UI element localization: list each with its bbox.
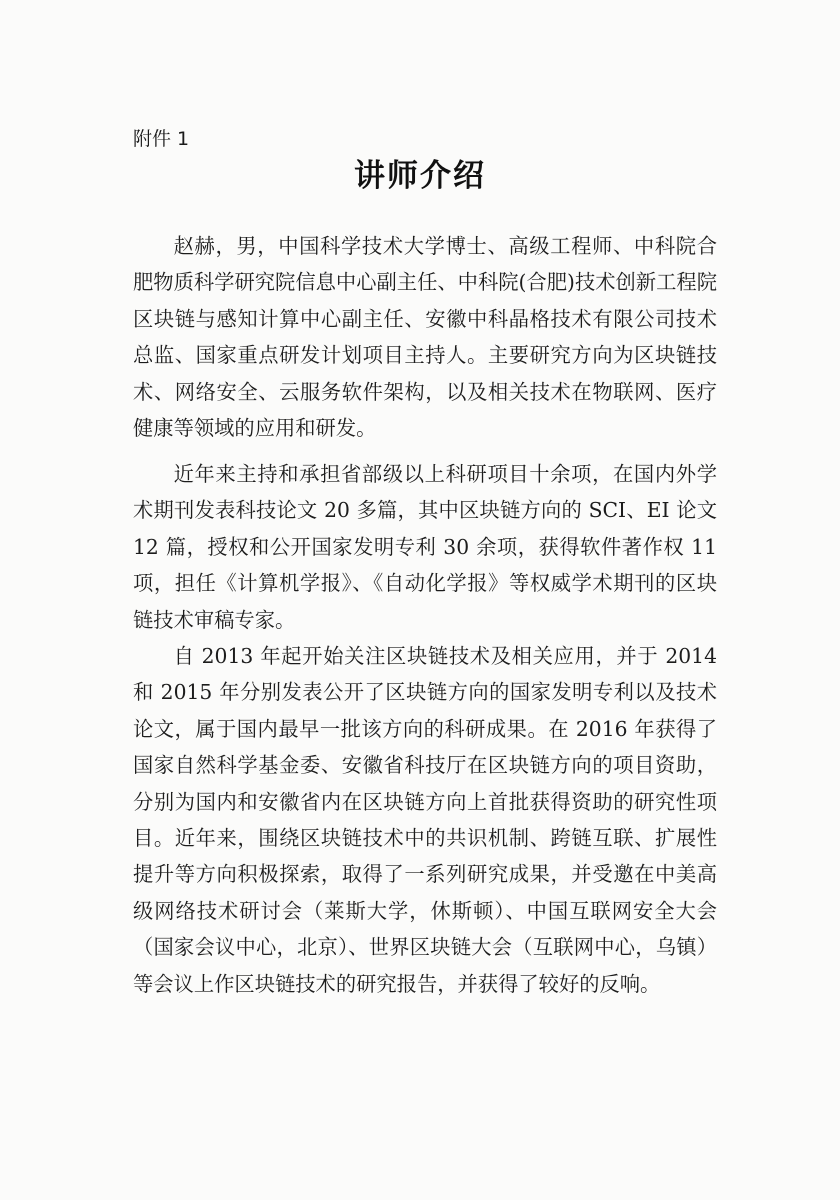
bio-paragraph-1: 赵赫，男，中国科学技术大学博士、高级工程师、中科院合肥物质科学研究院信息中心副主任、中科院(合肥)技术创新工程院区块链与感知计算中心副主任、安徽中科晶格技术有限公司技术总监、国家重点研发计划项目主持人。主要研究方向为区块链技术、网络安全、云服务软件架构，以及相关技术在物联网、医疗健康等领域的应用和研发。 [133, 234, 717, 441]
page-title: 讲师介绍 [354, 158, 486, 194]
bio-paragraph-2: 近年来主持和承担省部级以上科研项目十余项，在国内外学术期刊发表科技论文 20 多篇，其中区块链方向的 SCI、EI 论文 12 篇，授权和公开国家发明专利 30 余项，获得软件著作权 11 项，担任《计算机学报》、《自动化学报》等权威学术期刊的区块链技术审稿专家。 [133, 462, 717, 632]
bio-paragraph-3: 自 2013 年起开始关注区块链技术及相关应用，并于 2014 和 2015 年分别发表公开了区块链方向的国家发明专利以及技术论文，属于国内最早一批该方向的科研成果。在 2016 年获得了国家自然科学基金委、安徽省科技厅在区块链方向的项目资助，分别为国内和安徽省内在区块链方向上首批获得资助的研究性项目。近年来，围绕区块链技术中的共识机制、跨链互联、扩展性提升等方向积极探索，取得了一系列研究成果，并受邀在中美高级网络技术研讨会（莱斯大学，休斯顿）、中国互联网安全大会（国家会议中心，北京）、世界区块链大会（互联网中心，乌镇）等会议上作区块链技术的研究报告，并获得了较好的反响。 [133, 644, 717, 996]
attachment-label: 附件 1 [133, 128, 190, 150]
